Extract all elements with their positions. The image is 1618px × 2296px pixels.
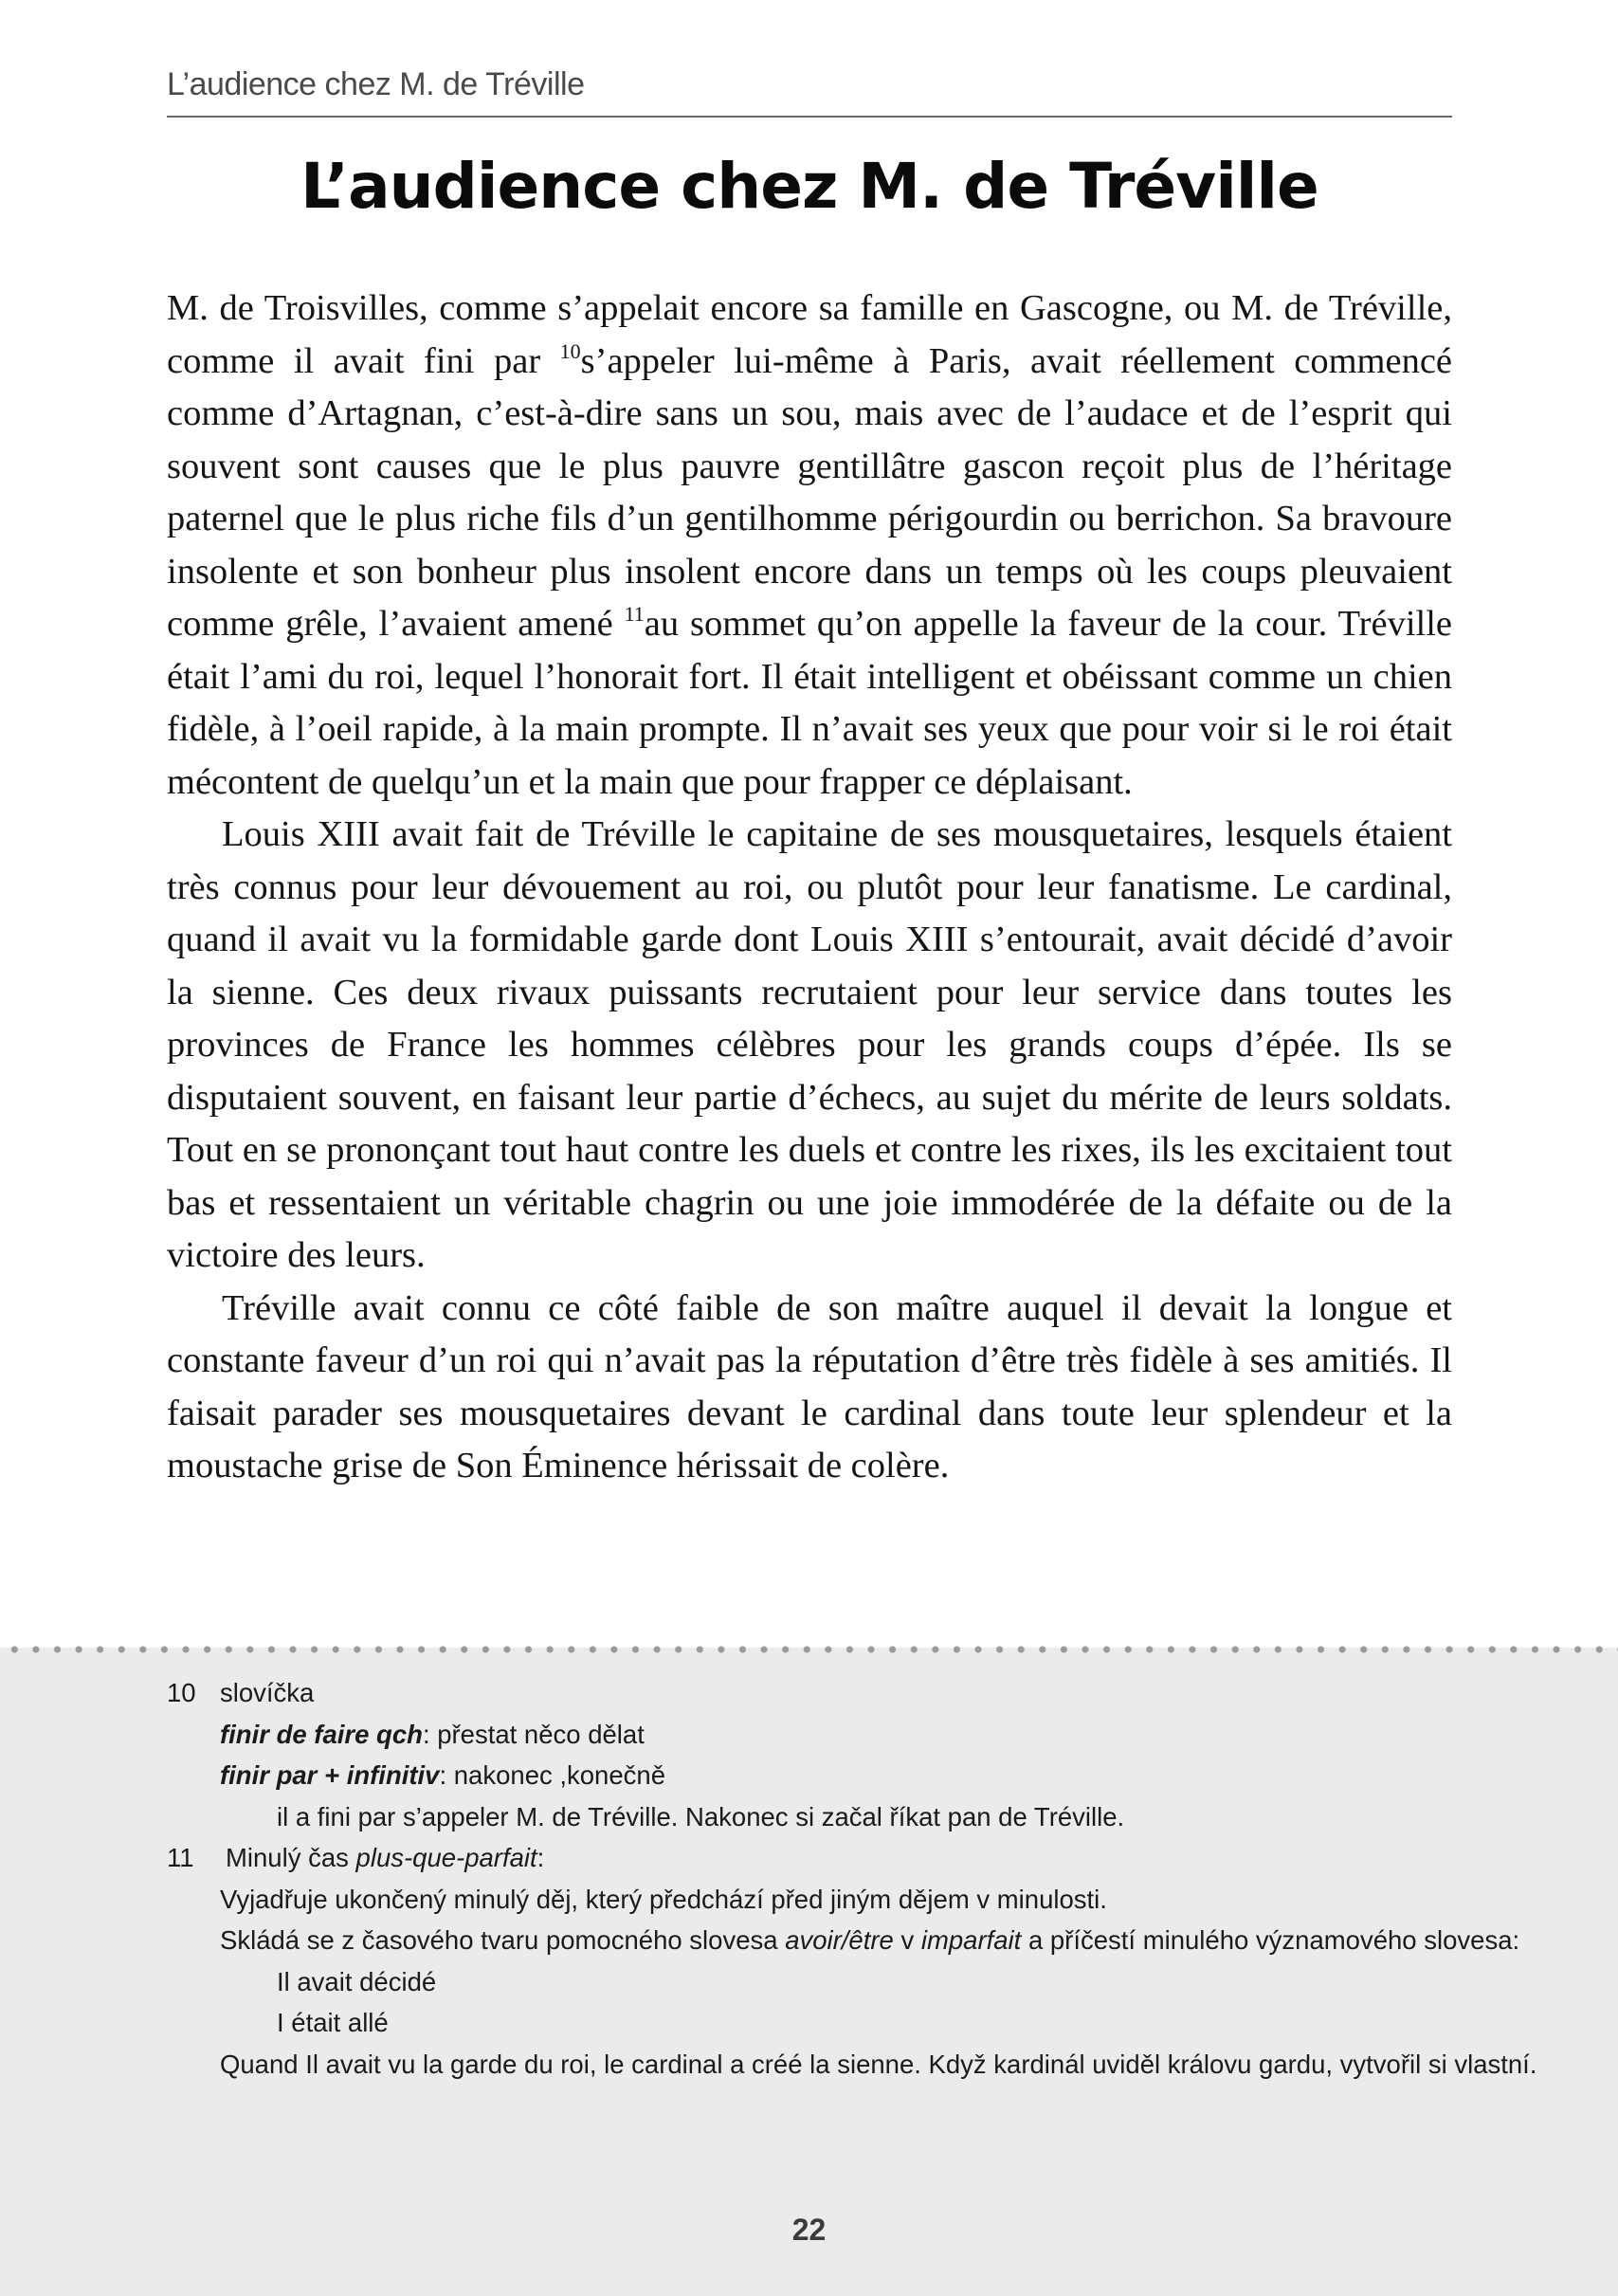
note-11-label-start: Minulý čas [226,1843,356,1872]
note-11-line-3: Quand Il avait vu la garde du roi, le cardinal a créé la sienne. Když kardinál uviděl královu gardu, vytvořil si vlastní. [220,2049,1537,2079]
note-10-header [167,1672,1494,1714]
paragraph-1 [167,282,1452,809]
paragraph-1-part-a: M. de Troisvilles, comme s’appelait encore sa famille en Gascogne, ou M. de Tréville, comme il avait fini par [167,288,1452,381]
note-10-term-1 [167,1714,1494,1756]
note-11-line-2-c: v [893,1925,921,1955]
note-10-term-1-word: finir de faire qch [220,1719,423,1749]
note-10-example: il a fini par s’appeler M. de Tréville. Nakonec si začal říkat pan de Tréville. [277,1801,1125,1831]
paragraph-3: Tréville avait connu ce côté faible de son maître auquel il devait la longue et constante faveur d’un roi qui n’avait pas la réputation d’être très fidèle à ses amitiés. Il faisait parader ses mousquetaires devant le cardinal dans toute leur splendeur et la moustache grise de Son Éminence hérissait de colère. [167,1287,1452,1485]
note-11-header [167,1837,1494,1879]
note-11-example-1: Il avait décidé [277,1966,437,1996]
paragraph-2: Louis XIII avait fait de Tréville le capitaine de ses mousquetaires, lesquels étaient très connus pour leur dévouement au roi, ou plutôt pour leur fanatisme. Le cardinal, quand il avait vu la formidable garde dont Louis XIII s’entourait, avait décidé d’avoir la sienne. Ces deux rivaux puissants recrutaient pour leur service dans toutes les provinces de France les hommes célèbres pour les grands coups d’épée. Ils se disputaient souvent, en faisant leur partie d’échecs, au sujet du mérite de leurs soldats. Tout en se prononçant tout haut contre les duels et contre les rixes, ils les excitaient tout bas et ressentaient un véritable chagrin ou une joie immodérée de la défaite ou de la victoire des leurs. [167,814,1452,1275]
note-11-label-end: : [536,1843,545,1872]
note-11-line-2-d: imparfait [920,1925,1022,1955]
note-11-example-2: I était allé [277,2008,389,2037]
note-10-label: slovíčka [220,1678,315,1707]
footnote-ref-10: 10 [559,338,581,363]
paragraph-1-part-b: s’appeler lui-même à Paris, avait réellement commencé comme d’Artagnan, c’est-à-dire sans un sou, mais avec de l’audace et de l’esprit qui souvent sont causes que le plus pauvre gentillâtre gascon reçoit plus de l’héritage paternel que le plus riche fils d’un gentilhomme périgourdin ou berrichon. Sa bravoure insolente et son bonheur plus insolent encore dans un temps où les coups pleuvaient comme grêle, l’avaient amené [167,340,1453,644]
header-rule [167,116,1452,118]
note-11-line-1: Vyjadřuje ukončený minulý děj, který předchází před jiným dějem v minulosti. [220,1884,1107,1914]
note-10-term-2-word: finir par + infinitiv [220,1760,440,1790]
footnote-ref-11: 11 [624,602,645,626]
page-number: 22 [791,2213,827,2247]
note-10-term-2-def: : nakonec ,konečně [439,1760,665,1790]
note-11-line-2-a: Skládá se z časového tvaru pomocného slovesa [220,1925,786,1955]
note-11-line-2 [167,1920,1520,1961]
note-11-line-2-e: a příčestí minulého významového slovesa: [1021,1925,1520,1955]
note-11-line-2-b: avoir/être [785,1925,894,1955]
footnotes [167,1672,1537,2085]
note-10-term-1-def: : přestat něco dělat [422,1719,645,1749]
body-text [167,282,1452,1493]
note-11-number: 11 [167,1843,194,1872]
note-10-term-2 [167,1755,1494,1796]
chapter-title: L’audience chez M. de Tréville [300,150,1318,223]
dotted-separator [0,1644,1618,1655]
note-10-number: 10 [167,1678,196,1707]
note-11-label-term: plus-que-parfait [355,1843,537,1872]
running-header: L’audience chez M. de Tréville [167,66,585,102]
paragraph-1-part-c: au sommet qu’on appelle la faveur de la cour. Tréville était l’ami du roi, lequel l’honorait fort. Il était intelligent et obéissant comme un chien fidèle, à l’oeil rapide, à la main prompte. Il n’avait ses yeux que pour voir si le roi était mécontent de quelqu’un et la main que pour frapper ce déplaisant. [167,604,1453,802]
